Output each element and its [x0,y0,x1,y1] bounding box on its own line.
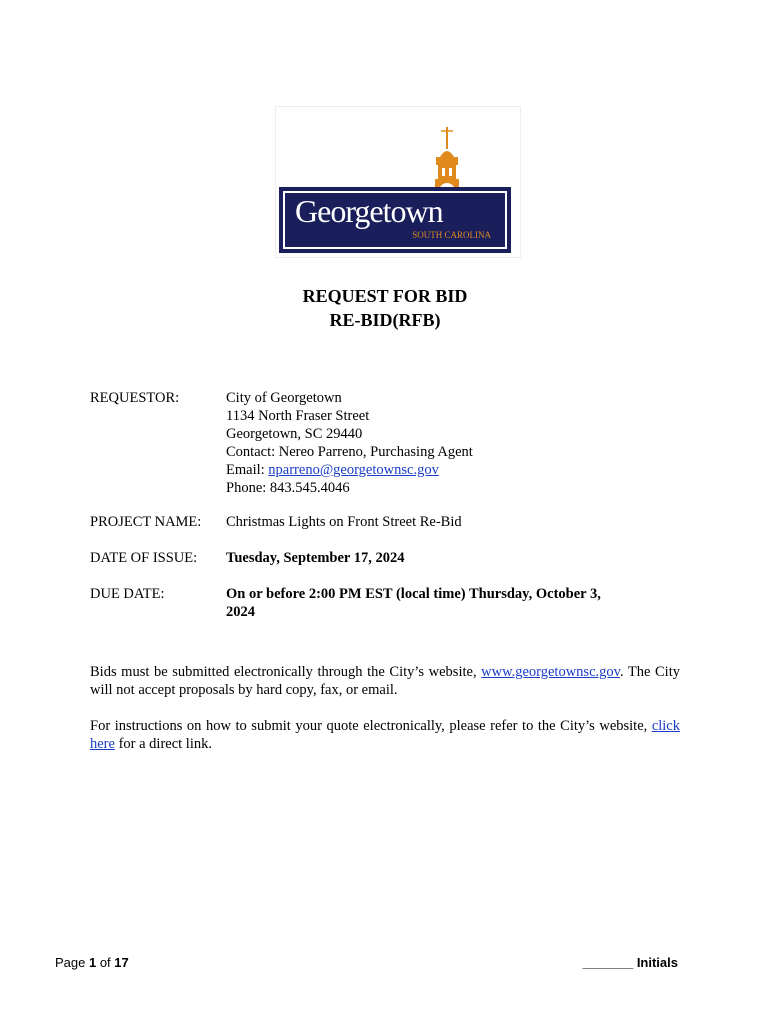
initials-field: _______ Initials [582,955,678,970]
page-number: Page 1 of 17 [55,955,129,970]
logo-state: SOUTH CAROLINA [412,230,491,240]
requestor-phone: Phone: 843.545.4046 [226,480,350,496]
requestor-name: City of Georgetown [226,390,342,406]
logo-wordmark: Georgetown [295,193,443,229]
instructions-paragraph: For instructions on how to submit your quote electronically, please refer to the City’s website, click here for a direct link. [90,718,680,752]
document-subtitle: RE-BID(RFB) [329,310,441,330]
requestor-street: 1134 North Fraser Street [226,408,370,424]
document-title: REQUEST FOR BID [302,286,468,306]
logo-banner [279,187,511,253]
requestor-contact: Contact: Nereo Parreno, Purchasing Agent [226,444,473,460]
requestor-city: Georgetown, SC 29440 [226,426,363,442]
georgetown-logo [275,106,521,258]
submission-paragraph: Bids must be submitted electronically through the City’s website, www.georgetownsc.gov. The City will not accept proposals by hard copy, fax, or email. [90,664,680,698]
website-link[interactable]: www.georgetownsc.gov [481,664,620,680]
project-value: Christmas Lights on Front Street Re-Bid [226,514,462,530]
due-value-line2: 2024 [226,604,255,620]
requestor-label: REQUESTOR: [90,390,180,406]
due-value-line1: On or before 2:00 PM EST (local time) Thursday, October 3, [226,586,601,602]
email-link[interactable]: nparreno@georgetownsc.gov [268,462,439,478]
requestor-email: Email: nparreno@georgetownsc.gov [226,462,439,478]
project-label: PROJECT NAME: [90,514,202,530]
click-here-link[interactable]: click here [90,718,680,752]
issue-label: DATE OF ISSUE: [90,550,198,566]
due-label: DUE DATE: [90,586,165,602]
issue-value: Tuesday, September 17, 2024 [226,550,405,566]
